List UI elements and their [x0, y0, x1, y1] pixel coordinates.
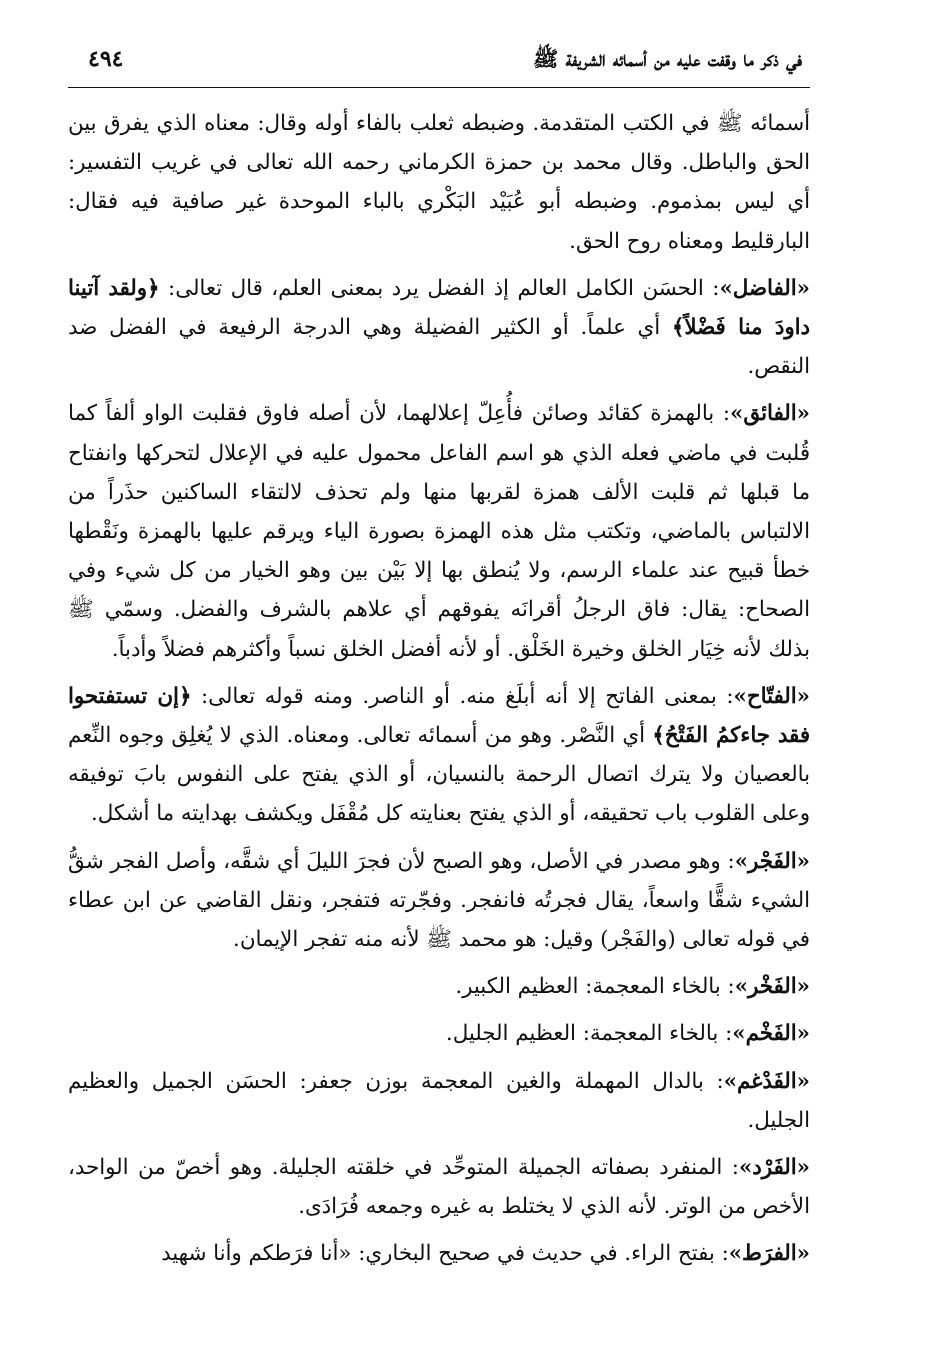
- paragraph-text: أسمائه ﷺ في الكتب المتقدمة. وضبطه ثعلب بالفاء أوله وقال: معناه الذي يفرق بين الحق والباطل. وقال محمد بن حمزة الكرماني رحمه الله تعالى في غريب التفسير: أي ليس بمذموم. وضبطه أبو عُبَيْد البَكْري بالباء الموحدة غير صافية فيه فقال: البارقليط ومعناه روح الحق.: [68, 111, 810, 254]
- quran-quote: ﴿ولقد آتينا داودَ منا فَضْلاً﴾: [68, 275, 810, 341]
- entry-text: : بالخاء المعجمة: العظيم الجليل.: [445, 1021, 733, 1047]
- entry-term: «الفَخْم»: [732, 1021, 810, 1047]
- entry-alfadil: [68, 269, 810, 387]
- entry-term: «الفاضل»: [719, 275, 810, 301]
- entry-term: «الفائق»: [730, 401, 810, 427]
- entry-alfadgham: [68, 1062, 810, 1140]
- entry-term: «الفتّاح»: [733, 683, 810, 709]
- entry-term: «الفَرْد»: [738, 1155, 810, 1181]
- entry-alfajr: [68, 842, 810, 960]
- entry-text-after: أي علماً. أو الكثير الفضيلة وهي الدرجة الرفيعة في الفضل ضد النقص.: [68, 315, 810, 380]
- entry-text: : بالدال المهملة والغين المعجمة بوزن جعفر: الحسَن الجميل والعظيم الجليل.: [68, 1068, 810, 1133]
- entry-term: «الفَدْغم»: [723, 1068, 810, 1094]
- entry-term: «الفَخْر»: [734, 974, 810, 1000]
- page-header: [68, 46, 810, 88]
- page-number: ٤٩٤: [88, 46, 124, 72]
- entry-alfaiq: [68, 394, 810, 668]
- entry-text: : بفتح الراء. في حديث في صحيح البخاري: «أنا فرَطكم وأنا شهيد: [161, 1241, 729, 1267]
- entry-text-after: أي النَّصْر. وهو من أسمائه تعالى. ومعناه. الذي لا يُغلِق وجوه النِّعم بالعصيان ولا يترك اتصال الرحمة بالنسيان، أو الذي يفتح على النفوس بابَ توفيقه وعلى القلوب باب تحقيقه، أو الذي يفتح بعنايته كل مُقْفَل ويكشف بهدايته ما أشكل.: [68, 723, 810, 827]
- running-title: في ذكر ما وقفت عليه من أسمائه الشريفة ﷺ: [532, 46, 802, 71]
- quran-quote: ﴿إن تستفتحوا فقد جاءكمُ الفَتْحُ﴾: [68, 683, 810, 749]
- entry-term: «الفرَط»: [728, 1241, 810, 1267]
- entry-alfarat: [68, 1234, 810, 1273]
- entry-term: «الفَجْر»: [734, 848, 810, 874]
- page-body: [68, 104, 810, 1274]
- entry-text: : بالهمزة كقائد وصائن فأُعِلّ إعلالهما، لأن أصله فاوق فقلبت الواو ألفاً كما قُلبت في ماضي فعله الذي هو اسم الفاعل محمول عليه في الإعلال لتحركها وانفتاح ما قبلها ثم قلبت الألف همزة لقربها منها ولم تحذف لالتقاء الساكنين حذَراً من الالتباس بالماضي، وتكتب مثل هذه الهمزة بصورة الياء ويرقم عليها بالهمزة ونَقْطها خطأ قبيح عند علماء الرسم، ولا يُنطق بها إلا بَيْن بين وهو الخيار من كل شيء وفي الصحاح: يقال: فاق الرجلُ أقرانَه يفوقهم أي علاهم بالشرف والفضل. وسمّي ﷺ بذلك لأنه خِيَار الخلق وخيرة الخَلْق. أو لأنه أفضل الخلق نسباً وأكثرهم فضلاً وأدباً.: [68, 401, 810, 662]
- entry-text: : المنفرد بصفاته الجميلة المتوحِّد في خلقته الجليلة. وهو أخصّ من الواحد، الأخص من الوتر. لأنه الذي لا يختلط به غيره وجمعه فُرَادَى.: [68, 1155, 810, 1220]
- entry-alfattah: [68, 677, 810, 834]
- entry-text: : بمعنى الفاتح إلا أنه أبلَغ منه. أو الناصر. ومنه قوله تعالى:: [191, 683, 734, 709]
- paragraph-continuation: [68, 104, 810, 261]
- entry-alfakhm: [68, 1014, 810, 1053]
- entry-text: : وهو مصدر في الأصل، وهو الصبح لأن فجرَ الليلَ أي شقَّه، وأصل الفجر شقُّ الشيء شقًّا واسعاً، يقال فجرتُه فانفجر. وفجّرته فتفجر، ونقل القاضي عن ابن عطاء في قوله تعالى (والفَجْر) وقيل: هو محمد ﷺ لأنه منه تفجر الإيمان.: [68, 848, 810, 953]
- entry-text: : بالخاء المعجمة: العظيم الكبير.: [455, 974, 735, 1000]
- entry-alfard: [68, 1148, 810, 1226]
- entry-text: : الحسَن الكامل العالم إذ الفضل يرد بمعنى العلم، قال تعالى:: [159, 275, 720, 301]
- entry-alfakhr: [68, 967, 810, 1006]
